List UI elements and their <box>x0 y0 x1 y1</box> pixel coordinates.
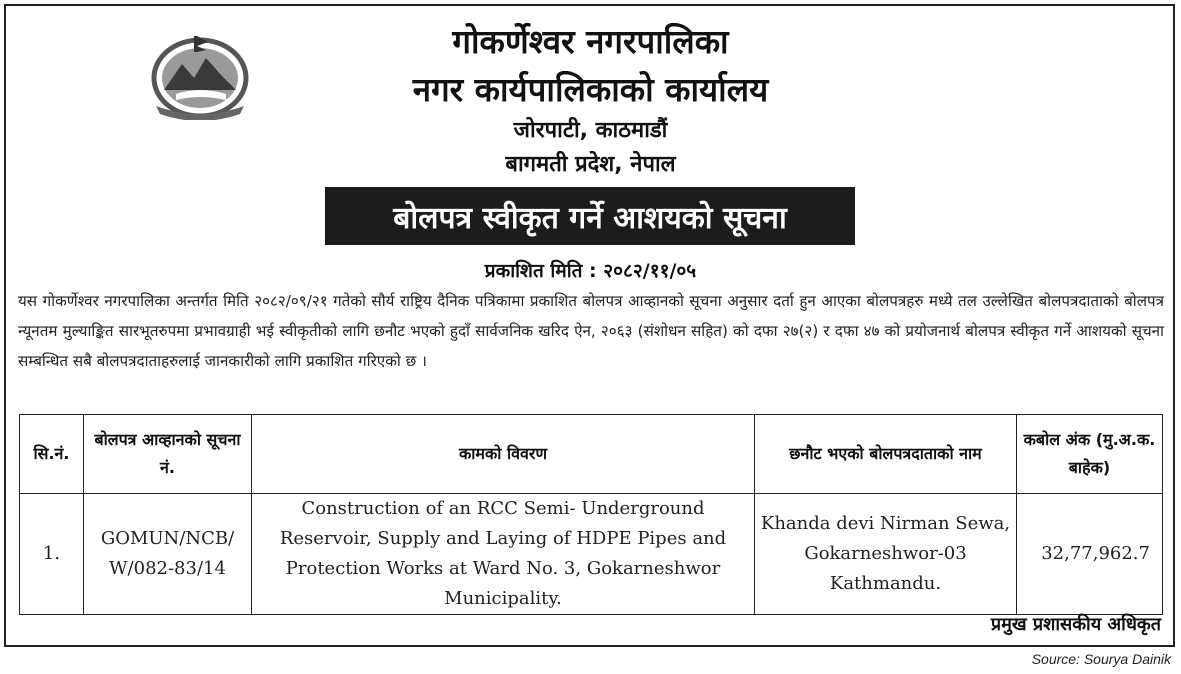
office-province: बागमती प्रदेश, नेपाल <box>505 152 676 177</box>
award-table <box>19 414 1163 615</box>
published-date: प्रकाशित मिति : २०८२/११/०५ <box>484 260 697 282</box>
notice-title: बोलपत्र स्वीकृत गर्ने आशयको सूचना <box>325 187 855 245</box>
cell-amount: 32,77,962.7 <box>1017 494 1163 615</box>
header-notice-no: बोलपत्र आव्हानको सूचना नं. <box>84 415 252 494</box>
header-description: कामको विवरण <box>252 415 755 494</box>
cell-sn: 1. <box>20 494 84 615</box>
municipality-name: गोकर्णेश्वर नगरपालिका <box>452 22 729 61</box>
cell-description: Construction of an RCC Semi- Underground Reservoir, Supply and Laying of HDPE Pipes and Protection Works at Ward No. 3, Gokarneshwor Municipality. <box>252 494 755 615</box>
notice-body: यस गोकर्णेश्वर नगरपालिका अन्तर्गत मिति २०८२/०९/२१ गतेको सौर्य राष्ट्रिय दैनिक पत्रिकामा प्रकाशित बोलपत्र आव्हानको सूचना अनुसार दर्ता हुन आएका बोलपत्रहरु मध्ये तल उल्लेखित बोलपत्रदाताको बोलपत्र न्यूनतम मुल्याङ्कित सारभूतरुपमा प्रभावग्राही भई स्वीकृतीको लागि छनौट भएको हुदाँ सार्वजनिक खरिद ऐन, २०६३ (संशोधन सहित) को दफा २७(२) र दफा ४७ को प्रयोजनार्थ बोलपत्र स्वीकृत गर्ने आशयको सूचना सम्बन्धित सबै बोलपत्रदाताहरुलाई जानकारीको लागि प्रकाशित गरिएको छ । <box>18 292 1164 370</box>
header-bidder: छनौट भएको बोलपत्रदाताको नाम <box>755 415 1017 494</box>
table-header-row <box>20 415 1163 494</box>
header-amount: कबोल अंक (मु.अ.क. बाहेक) <box>1017 415 1163 494</box>
header-sn: सि.नं. <box>20 415 84 494</box>
source-credit: Source: Sourya Dainik <box>1031 651 1171 667</box>
table-row <box>20 494 1163 615</box>
signoff-title: प्रमुख प्रशासकीय अधिकृत <box>990 614 1161 635</box>
cell-bidder: Khanda devi Nirman Sewa, Gokarneshwor-03 Kathmandu. <box>755 494 1017 615</box>
office-name: नगर कार्यपालिकाको कार्यालय <box>412 70 769 109</box>
cell-notice-no: GOMUN/NCB/ W/082-83/14 <box>84 494 252 615</box>
office-location: जोरपाटी, काठमाडौं <box>513 118 668 143</box>
